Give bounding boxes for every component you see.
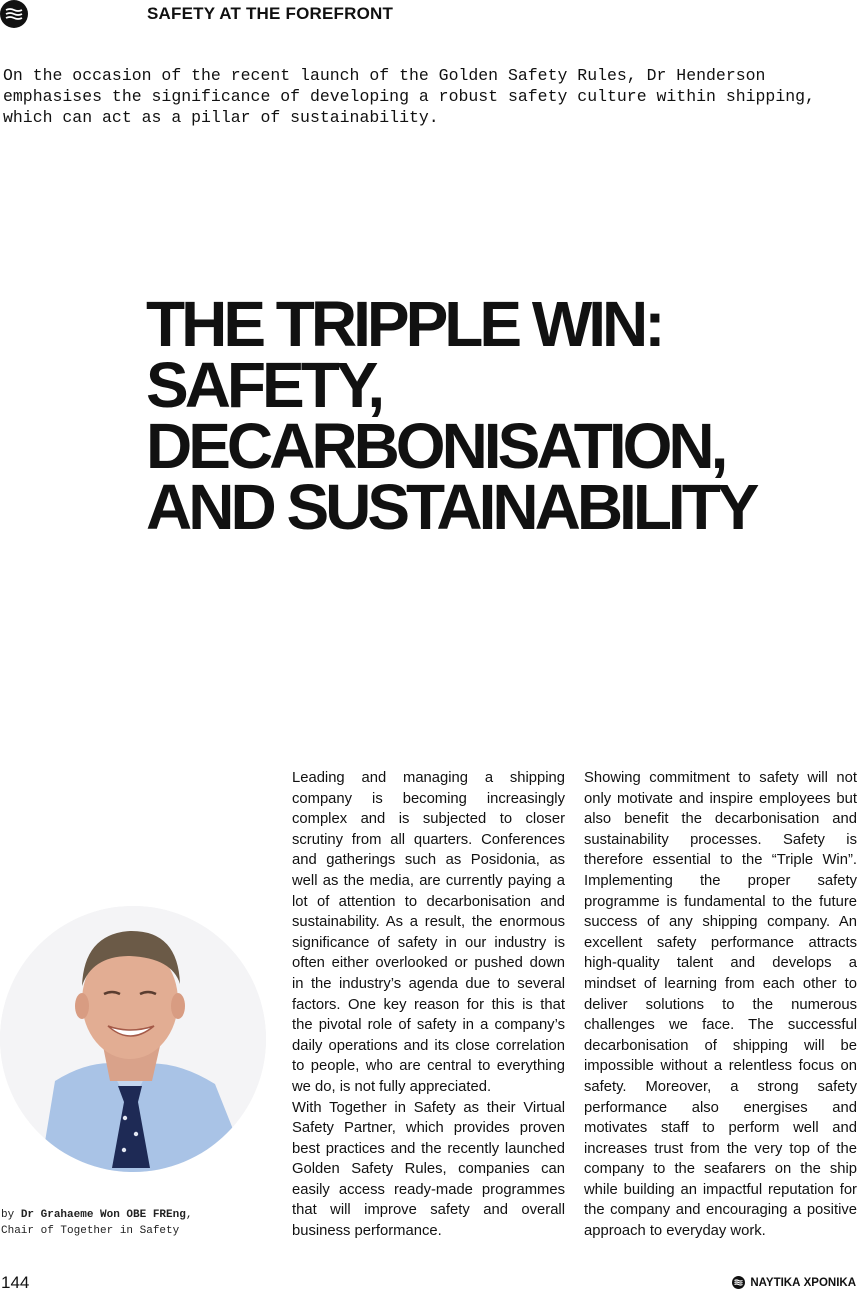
page-number: 144 xyxy=(1,1273,30,1292)
body-paragraph: With Together in Safety as their Virtual Safety Partner, which provides proven best practices and the recently launched Golden Safety Rules, companies can easily access ready-made programmes that will improve safety and overall business performance. xyxy=(292,1099,565,1240)
byline-separator: , xyxy=(185,1209,193,1221)
headline-line-1: THE TRIPPLE WIN: xyxy=(146,288,662,360)
author-portrait xyxy=(0,906,266,1172)
byline-author-role: Chair of Together in Safety xyxy=(1,1225,180,1237)
byline-prefix: by xyxy=(1,1209,21,1221)
wave-logo-icon xyxy=(0,0,28,28)
headline xyxy=(146,288,851,543)
byline-author-name: Dr Grahaeme Won OBE FREng xyxy=(20,1209,186,1221)
author-portrait-illustration xyxy=(0,906,266,1172)
headline-line-3: DECARBONISATION, xyxy=(146,410,725,482)
body-paragraph: Showing commitment to safety will not only motivate and inspire employees but also benefit the decarbonisation and sustainability processes. Safety is therefore essential to the “Triple Win”. Implementing the proper safety programme is fundamental to the future success of any shipping company. An excellent safety performance attracts high-quality talent and develops a mindset of learning from each other to deliver solutions to the numerous challenges we face. The successful decarbonisation of shipping will be impossible without a relentless focus on safety. Moreover, a strong safety performance also energises and motivates staff to perform well and increases trust from the very top of the company to the seafarers on the ship while building an impactful reputation for the company and encouraging a positive approach to everyday work. xyxy=(584,770,857,1240)
lede: On the occasion of the recent launch of the Golden Safety Rules, Dr Henderson emphasises the significance of developing a robust safety culture within shipping, which can act as a pillar of sustainability. xyxy=(3,66,815,127)
body-column-right xyxy=(584,768,857,1242)
body-column-left xyxy=(292,768,565,1242)
footer-brand-name: ΝΑΥΤΙΚΑ ΧΡΟΝΙΚΑ xyxy=(750,1276,856,1289)
body-paragraph: Leading and managing a shipping company is becoming increasingly complex and is subjected to closer scrutiny from all quarters. Conferences and gatherings such as Posidonia, as well as the media, are currently paying a lot of attention to decarbonisation and sustainability. As a result, the enormous significance of safety in our industry is often either overlooked or pushed down in the industry’s agenda due to several factors. One key reason for this is that the pivotal role of safety in a company’s daily operations and its close correlation to people, who are central to everything we do, is not fully appreciated. xyxy=(292,770,565,1095)
footer-brand xyxy=(732,1276,856,1289)
headline-line-4: AND SUSTAINABILITY xyxy=(146,471,756,543)
byline xyxy=(1,1207,271,1239)
headline-line-2: SAFETY, xyxy=(146,349,382,421)
section-title: SAFETY AT THE FOREFRONT xyxy=(147,4,394,23)
wave-logo-icon xyxy=(732,1276,745,1289)
